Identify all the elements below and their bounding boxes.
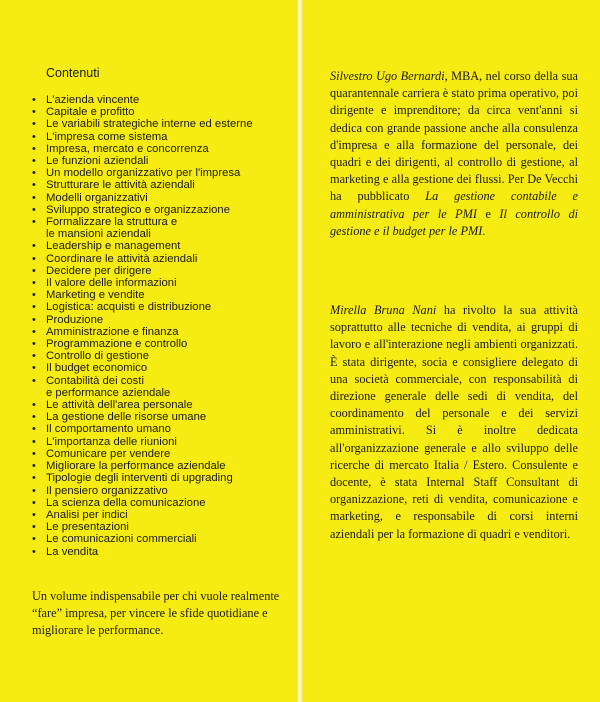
contents-item (32, 448, 253, 460)
bullet-icon: • (32, 252, 36, 265)
contents-item (32, 155, 253, 167)
bullet-icon: • (32, 399, 36, 412)
contents-item-label: Capitale e profitto (46, 106, 135, 119)
contents-item-label: le mansioni aziendali (46, 228, 151, 241)
contents-item (32, 460, 253, 472)
bullet-icon: • (32, 289, 36, 302)
bullet-icon: • (32, 264, 36, 277)
bullet-icon: • (32, 496, 36, 509)
contents-item (32, 192, 253, 204)
contents-item (32, 326, 253, 338)
contents-item-label: Coordinare le attività aziendali (46, 252, 198, 265)
author-name: Mirella Bruna Nani (330, 303, 437, 317)
author-bio-bernardi: Silvestro Ugo Bernardi, MBA, nel corso della sua quarantennale carriera è stato prima operativo, poi dirigente e imprenditore; da circa vent'anni si dedica con grande passione anche alla consulenza d'impresa e alla formazione del personale, dei quadri e dei dirigenti, al controllo di gestione, al marketing e alla gestione dei flussi. Per De Vecchi ha pubblicato La gestione contabile e amministrativa per le PMI e Il controllo di gestione e il budget per le PMI. (330, 69, 579, 238)
bullet-icon: • (32, 484, 36, 497)
contents-item-label: Le attività dell'area personale (46, 399, 193, 412)
contents-item (32, 387, 253, 399)
back-cover-blurb: Un volume indispensabile per chi vuole realmente “fare” impresa, per vincere le sfide quotidiane e migliorare le performance. (32, 589, 280, 637)
contents-item-label: Marketing e vendite (46, 289, 145, 302)
contents-item-label: e performance aziendale (46, 386, 171, 399)
contents-item-label: Logistica: acquisti e distribuzione (46, 301, 212, 314)
contents-item-label: La scienza della comunicazione (46, 496, 206, 509)
contents-item-label: Modelli organizzativi (46, 191, 148, 204)
bullet-icon: • (32, 191, 36, 204)
bullet-icon: • (32, 301, 36, 314)
bullet-icon: • (32, 325, 36, 338)
contents-item (32, 314, 253, 326)
contents-item-label: Impresa, mercato e concorrenza (46, 142, 209, 155)
contents-item (32, 521, 253, 533)
contents-item (32, 216, 253, 228)
contents-list (32, 94, 253, 558)
contents-item-label: Produzione (46, 313, 104, 326)
bullet-icon: • (32, 411, 36, 424)
contents-item-label: Le comunicazioni commerciali (46, 533, 197, 546)
contents-item-label: Programmazione e controllo (46, 338, 188, 351)
contents-item-label: Leadership e management (46, 240, 181, 253)
bullet-icon: • (32, 423, 36, 436)
bullet-icon: • (32, 508, 36, 521)
bullet-icon: • (32, 167, 36, 180)
bullet-icon: • (32, 277, 36, 290)
bullet-icon: • (32, 94, 36, 106)
bullet-icon: • (32, 350, 36, 363)
author-bio-nani: Mirella Bruna Nani ha rivolto la sua attività soprattutto alle tecniche di vendita, ai gruppi di lavoro e all'interazione negli ambienti organizzati. È stata dirigente, socia e consigliere delegato di una società commerciale, con responsabilità di direzione generale delle sedi di vendita, del coordinamento del personale e dei servizi amministrativi. Si è inoltre dedicata all'organizzazione generale e allo sviluppo delle ricerche di mercato Italia / Estero. Consulente e docente, è stata Internal Staff Consultant di organizzazione, reti di vendita, comunicazione e marketing, e responsabile di corsi interni aziendali per la formazione di quadri e venditori. (330, 303, 579, 541)
bullet-icon: • (32, 460, 36, 473)
contents-item-label: Le variabili strategiche interne ed esterne (46, 118, 253, 131)
contents-item (32, 118, 253, 130)
contents-item (32, 228, 253, 240)
bullet-icon: • (32, 240, 36, 253)
contents-item-label: Contabilità dei costi (46, 374, 144, 387)
contents-item-label: Il budget economico (46, 362, 148, 375)
contents-item (32, 301, 253, 313)
contents-item (32, 167, 253, 179)
contents-item (32, 94, 253, 106)
contents-item-label: Comunicare per vendere (46, 447, 171, 460)
bullet-icon: • (32, 374, 36, 387)
contents-item (32, 179, 253, 191)
contents-item-label: La vendita (46, 545, 99, 558)
contents-item (32, 289, 253, 301)
bullet-icon: • (32, 216, 36, 229)
left-panel (0, 0, 296, 702)
contents-item-label: Un modello organizzativo per l'impresa (46, 167, 241, 180)
contents-item (32, 533, 253, 545)
contents-item-label: Il comportamento umano (46, 423, 171, 436)
contents-item-label: Il pensiero organizzativo (46, 484, 168, 497)
contents-item (32, 131, 253, 143)
contents-item-label: L'importanza delle riunioni (46, 435, 177, 448)
contents-title: Contenuti (46, 66, 100, 80)
contents-item (32, 240, 253, 252)
author-name: Silvestro Ugo Bernardi (330, 69, 445, 83)
contents-item-label: Le funzioni aziendali (46, 155, 149, 168)
bullet-icon: • (32, 130, 36, 143)
contents-item-label: Analisi per indici (46, 508, 128, 521)
contents-item (32, 265, 253, 277)
bullet-icon: • (32, 313, 36, 326)
contents-item (32, 375, 253, 387)
contents-item (32, 277, 253, 289)
contents-item-label: La gestione delle risorse umane (46, 411, 207, 424)
bullet-icon: • (32, 203, 36, 216)
bullet-icon: • (32, 155, 36, 168)
contents-item (32, 497, 253, 509)
contents-item-label: Le presentazioni (46, 521, 129, 534)
contents-item (32, 411, 253, 423)
book-title: Il controllo di gestione e il budget per le PMI (330, 206, 579, 238)
bullet-icon: • (32, 142, 36, 155)
contents-item-label: Strutturare le attività aziendali (46, 179, 195, 192)
contents-item (32, 106, 253, 118)
contents-item (32, 509, 253, 521)
book-title: La gestione contabile e amministrativa per le PMI (330, 189, 578, 221)
contents-item-label: Amministrazione e finanza (46, 325, 179, 338)
contents-item-label: L'impresa come sistema (46, 130, 168, 143)
contents-item-label: Sviluppo strategico e organizzazione (46, 203, 230, 216)
contents-item-label: L'azienda vincente (46, 94, 140, 106)
bullet-icon: • (32, 338, 36, 351)
bullet-icon: • (32, 521, 36, 534)
bullet-icon: • (32, 447, 36, 460)
bullet-icon: • (32, 435, 36, 448)
contents-item (32, 472, 253, 484)
bullet-icon: • (32, 106, 36, 119)
contents-item (32, 253, 253, 265)
contents-item (32, 436, 253, 448)
bullet-icon: • (32, 545, 36, 558)
contents-item (32, 143, 253, 155)
contents-item-label: Decidere per dirigere (46, 264, 152, 277)
bullet-icon: • (32, 179, 36, 192)
contents-item-label: Controllo di gestione (46, 350, 149, 363)
bullet-icon: • (32, 362, 36, 375)
contents-item-label: Il valore delle informazioni (46, 277, 177, 290)
contents-item (32, 362, 253, 374)
contents-item-label: Tipologie degli interventi di upgrading (46, 472, 233, 485)
contents-item (32, 338, 253, 350)
contents-item-label: Migliorare la performance aziendale (46, 460, 226, 473)
contents-item (32, 546, 253, 558)
contents-item (32, 485, 253, 497)
bullet-icon: • (32, 533, 36, 546)
page-fold (296, 0, 304, 702)
contents-item (32, 423, 253, 435)
bullet-icon: • (32, 472, 36, 485)
bullet-icon: • (32, 118, 36, 131)
contents-item (32, 399, 253, 411)
contents-item (32, 350, 253, 362)
contents-item (32, 204, 253, 216)
contents-item-label: Formalizzare la struttura e (46, 216, 178, 229)
